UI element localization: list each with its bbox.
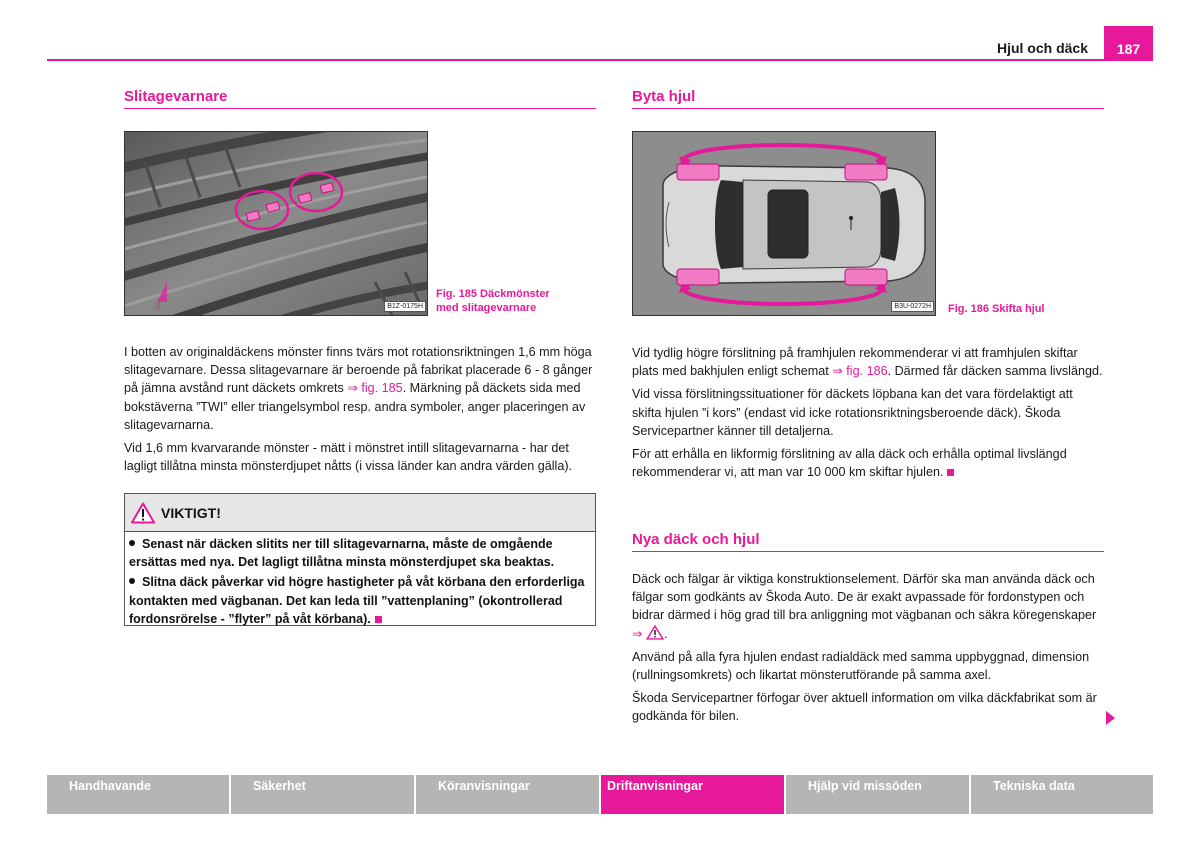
warning-triangle-icon[interactable] xyxy=(646,625,664,640)
figure-link[interactable]: ⇒ fig. 185 xyxy=(347,381,403,396)
left-body xyxy=(124,343,596,480)
figure-caption xyxy=(436,287,550,315)
caption-line: Fig. 185 Däckmönster xyxy=(436,288,550,300)
paragraph: För att erhålla en likformig förslitning av alla däck och erhålla optimal livslängd rekommenderar vi, att man var 10 000 km skiftar hjulen. xyxy=(632,447,1067,480)
figure-code: B3U-0272H xyxy=(891,301,934,312)
figure-caption: Fig. 186 Skifta hjul xyxy=(948,303,1045,315)
figure-tire-tread xyxy=(124,131,428,316)
page-number: 187 xyxy=(1104,26,1153,61)
warning-triangle-icon xyxy=(131,502,155,524)
figure-wheel-rotation xyxy=(632,131,936,316)
right-body-1 xyxy=(632,344,1104,486)
running-header-title: Hjul och däck xyxy=(996,40,1088,56)
caption-line: med slitagevarnare xyxy=(436,302,537,314)
section-rule xyxy=(632,551,1104,552)
warning-box xyxy=(124,493,596,626)
figure-code: B1Z-0175H xyxy=(384,301,426,312)
svg-text:|||: ||| xyxy=(155,303,161,310)
header-rule xyxy=(47,59,1153,61)
warning-header xyxy=(125,494,595,532)
nav-tab-koranvisningar[interactable]: Köranvisningar xyxy=(416,775,601,814)
tire-tread-illustration xyxy=(125,132,428,316)
bullet-icon xyxy=(129,540,135,546)
paragraph: Däck och fälgar är viktiga konstruktionselement. Därför ska man använda däck och fälgar som godkänts av Škoda Auto. De är exakt avpassade för fordonstypen och bidrar därmed i hög grad till bra anliggning mot vägbanan och säkra köregenskaper ⇒ . xyxy=(632,572,1097,641)
paragraph: Vid tydlig högre förslitning på framhjulen rekommenderar vi att framhjulen skiftar plats med bakhjulen enligt schemat ⇒ fig. 186. Därmed får däcken samma livslängd. xyxy=(632,346,1103,379)
section-rule xyxy=(124,108,596,109)
section-title-slitagevarnare: Slitagevarnare xyxy=(124,88,228,105)
warning-reference-arrow[interactable]: ⇒ xyxy=(632,626,643,641)
warning-body xyxy=(125,532,595,628)
end-marker-icon xyxy=(947,469,954,476)
nav-tab-tekniska-data[interactable]: Tekniska data xyxy=(971,775,1153,814)
right-body-2 xyxy=(632,570,1104,731)
end-marker-icon xyxy=(375,616,382,623)
section-title-byta-hjul: Byta hjul xyxy=(632,88,696,105)
section-rule xyxy=(632,108,1104,109)
nav-tab-sakerhet[interactable]: Säkerhet xyxy=(231,775,416,814)
nav-tab-handhavande[interactable]: Handhavande xyxy=(47,775,231,814)
section-title-nya-dack: Nya däck och hjul xyxy=(632,531,760,548)
car-top-view-illustration xyxy=(633,132,936,316)
paragraph: I botten av originaldäckens mönster finns tvärs mot rotationsriktningen 1,6 mm höga slitagevarnare. Dessa slitagevarnare är beroende på fabrikat placerade 6 - 8 gånger på jämna avstånd runt däckets omkrets ⇒ fig. 185. Märkning på däckets sida med bokstäverna ”TWI” eller triangelsymbol resp. andra symboler, anger placeringen av slitagevarnarna. xyxy=(124,345,593,432)
nav-tab-hjalp-vid-missoden[interactable]: Hjälp vid missöden xyxy=(786,775,971,814)
chapter-nav xyxy=(47,775,1153,814)
paragraph: Vid 1,6 mm kvarvarande mönster - mätt i mönstret intill slitagevarnarna - har det lagligt tillåtna minsta mönsterdjupet nåtts (i vissa länder kan andra värden gälla). xyxy=(124,441,573,474)
figure-link[interactable]: ⇒ fig. 186 xyxy=(832,364,888,379)
warning-bullet: Senast när däcken slitits ner till slitagevarnarna, måste de omgående ersättas med nya. Det lagligt tillåtna minsta mönsterdjupet ska beaktas. xyxy=(129,537,555,570)
warning-bullet: Slitna däck påverkar vid högre hastigheter på våt körbana den erforderliga kontakten med vägbanan. Det kan leda till ”vattenplaning” (okontrollerad fordonsrörelse - ”flyter” på våt körbana). xyxy=(129,575,585,626)
paragraph: Škoda Servicepartner förfogar över aktuell information om vilka däckfabrikat som är godkända för bilen. xyxy=(632,691,1097,724)
paragraph: Använd på alla fyra hjulen endast radialdäck med samma uppbyggnad, dimension (rullningsomkrets) och likartat mönsterutförande på samma axel. xyxy=(632,649,1090,683)
warning-title: VIKTIGT! xyxy=(161,504,221,521)
paragraph: Vid vissa förslitningssituationer för däckets löpbana kan det vara fördelaktigt att skifta hjulen ”i kors” (endast vid icke rotationsriktningsberoende däck). Škoda Servicepartner känner till detaljerna. xyxy=(632,387,1073,438)
bullet-icon xyxy=(129,578,135,584)
continue-arrow-icon[interactable] xyxy=(1106,711,1115,725)
nav-tab-driftanvisningar[interactable]: Driftanvisningar xyxy=(601,775,786,814)
